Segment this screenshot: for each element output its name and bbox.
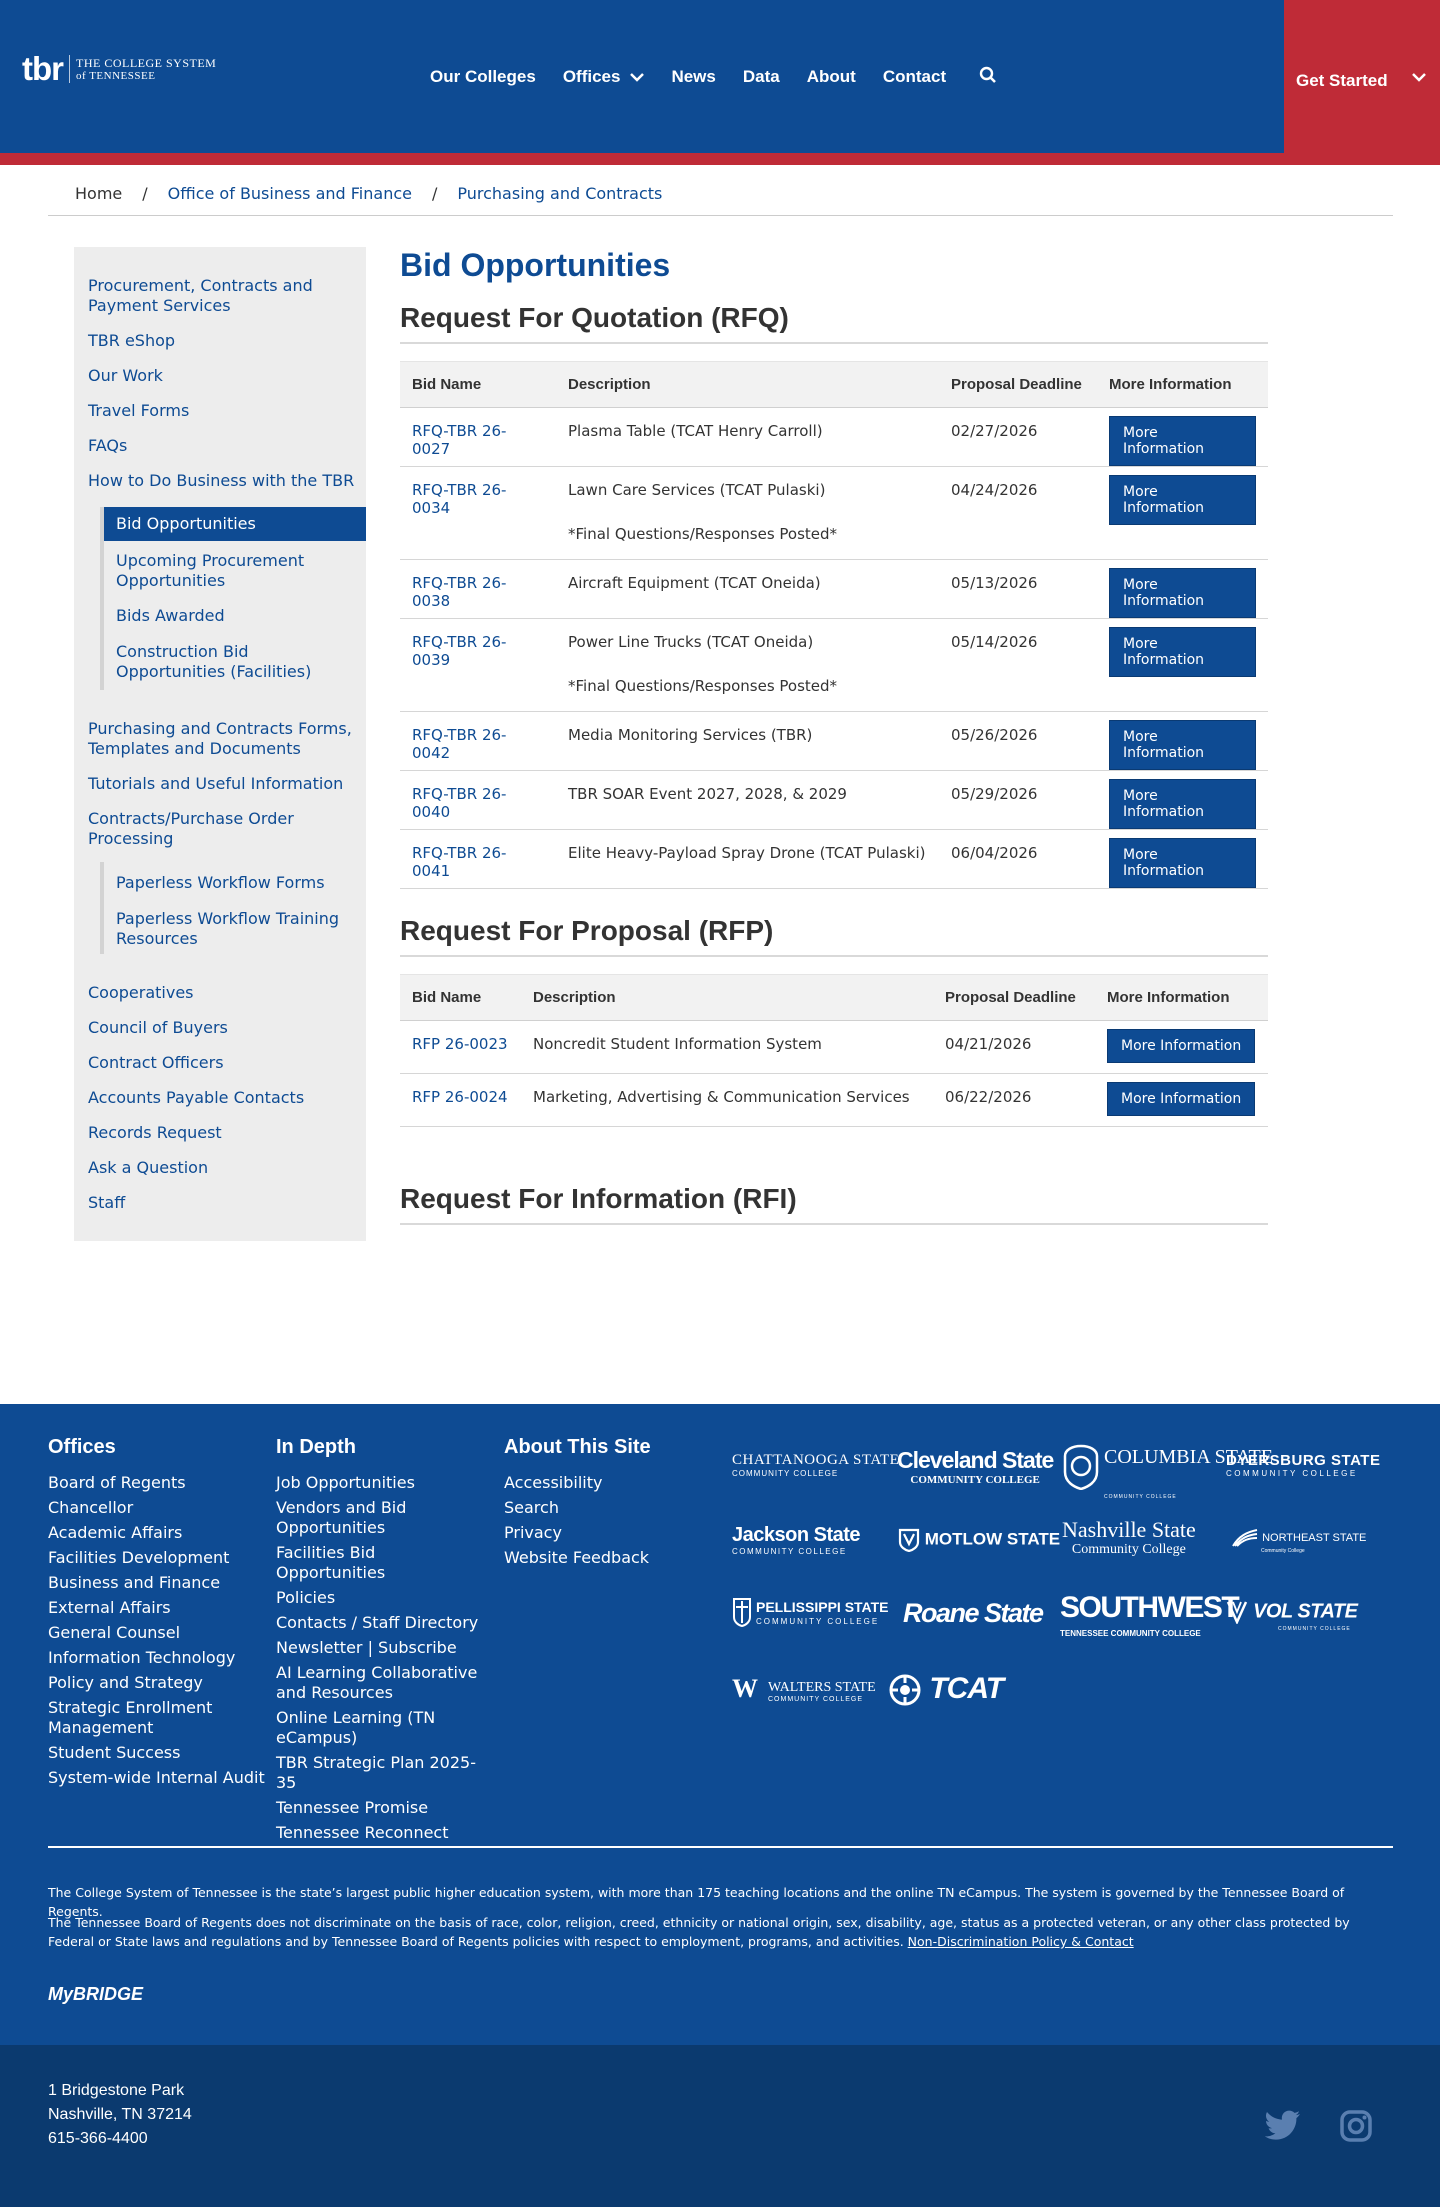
sidebar-item-contract-officers[interactable]: Contract Officers [88,1053,224,1072]
rfp-section-title: Request For Proposal (RFP) [400,915,774,946]
more-information-button[interactable]: More Information [1107,1029,1255,1063]
sidebar-item-construction-bids[interactable]: Construction Bid Opportunities (Facilities) [116,642,312,681]
footer-offices [48,1436,265,1793]
site-header [0,0,1440,165]
more-information-button[interactable]: More Information [1109,627,1256,677]
college-logo[interactable]: DYERSBURG STATE COMMUNITY COLLEGE [1226,1452,1381,1478]
table-row [400,560,1268,619]
sidebar-item-label: Bid Opportunities [116,514,256,533]
site-logo[interactable] [22,50,216,88]
bid-deadline: 05/13/2026 [951,574,1038,592]
pellissippi-shield-icon [732,1597,752,1627]
logo-line-2: of TENNESSEE [76,69,156,82]
twitter-icon[interactable] [1265,2110,1301,2144]
table-row [400,619,1268,712]
breadcrumb-home[interactable]: Home [75,184,123,203]
college-logo[interactable]: Jackson State COMMUNITY COLLEGE [732,1524,861,1556]
column-header: Description [568,376,651,393]
college-logo[interactable]: NORTHEAST STATE Community College [1231,1528,1366,1548]
sidebar-item-travel-forms[interactable]: Travel Forms [88,401,190,420]
footer-link[interactable]: Policies [276,1588,336,1607]
bid-deadline: 04/24/2026 [951,481,1038,499]
sidebar-item-records-request[interactable]: Records Request [88,1123,222,1142]
footer-link[interactable]: Vendors and Bid Opportunities [276,1498,407,1537]
non-discrimination-link[interactable]: Non-Discrimination Policy & Contact [907,1934,1134,1949]
sidebar-nav [74,247,366,1241]
breadcrumb-purchasing[interactable]: Purchasing and Contracts [457,184,663,203]
footer-link[interactable]: Chancellor [48,1498,134,1517]
sidebar-item-accounts-payable[interactable]: Accounts Payable Contacts [88,1088,305,1107]
bid-description: Aircraft Equipment (TCAT Oneida) [568,574,821,592]
bid-deadline: 05/26/2026 [951,726,1038,744]
footer-link[interactable]: Online Learning (TN eCampus) [276,1708,436,1747]
footer-link[interactable]: Contacts / Staff Directory [276,1613,479,1632]
instagram-icon[interactable] [1340,2110,1372,2146]
footer-heading: In Depth [276,1436,356,1458]
sidebar-item-faqs[interactable]: FAQs [88,436,128,455]
sidebar-item-staff[interactable]: Staff [88,1193,126,1212]
tcat-gear-icon [888,1673,922,1707]
table-header-row [400,975,1268,1021]
college-logo[interactable]: Roane State [903,1598,1043,1628]
footer-link[interactable]: Tennessee Promise [276,1798,429,1817]
table-header-row [400,362,1268,408]
bid-description: Power Line Trucks (TCAT Oneida) [568,633,814,651]
motlow-shield-icon [898,1528,920,1552]
college-logo[interactable]: Cleveland State COMMUNITY COLLEGE [897,1447,1054,1486]
sidebar-item-bid-opportunities[interactable] [104,507,366,541]
table-row [400,408,1268,467]
footer-link[interactable]: Policy and Strategy [48,1673,203,1692]
page-title: Bid Opportunities [400,247,671,283]
column-header: Bid Name [412,989,482,1006]
bid-name-link[interactable]: RFQ-TBR 26-0040 [412,785,507,821]
footer-about [504,1436,651,1573]
footer-link[interactable]: Information Technology [48,1648,236,1667]
search-icon[interactable] [979,66,997,88]
rfp-table [400,974,1268,1127]
column-header: Description [533,989,616,1006]
bid-description: Media Monitoring Services (TBR) [568,726,813,744]
bid-description: Plasma Table (TCAT Henry Carroll) [568,422,823,440]
college-logo[interactable]: TCAT [888,1672,1003,1707]
table-row [400,1074,1268,1127]
college-logo[interactable]: COLUMBIA STATE COMMUNITY COLLEGE [1062,1444,1100,1490]
footer-link[interactable]: Privacy [504,1523,562,1542]
bid-name-link[interactable]: RFP 26-0023 [412,1035,508,1053]
nav-data[interactable]: Data [742,67,780,86]
bid-deadline: 06/04/2026 [951,844,1038,862]
sidebar-item-procurement[interactable]: Procurement, Contracts and Payment Services [88,276,313,315]
more-information-button[interactable]: More Information [1107,1082,1255,1116]
rfq-section-title: Request For Quotation (RFQ) [400,302,789,333]
column-header: More Information [1109,376,1232,393]
logo-line-1: THE COLLEGE SYSTEM [76,55,217,70]
nav-our-colleges[interactable]: Our Colleges [430,67,536,86]
college-logo[interactable]: Nashville State Community College [1062,1517,1196,1557]
bid-name-link[interactable]: RFQ-TBR 26-0041 [412,844,507,880]
bid-deadline: 05/14/2026 [951,633,1038,651]
column-header: Proposal Deadline [951,376,1082,393]
college-logo[interactable]: W WALTERS STATE COMMUNITY COLLEGE [732,1674,876,1703]
sidebar-item-paperless-training[interactable]: Paperless Workflow Training Resources [116,909,340,948]
header-bar [0,0,1284,153]
section-divider [400,1223,1268,1225]
college-logo[interactable]: VOL STATE COMMUNITY COLLEGE [1226,1600,1357,1624]
vol-state-v-icon [1226,1600,1248,1624]
college-logo[interactable]: CHATTANOOGA STATE COMMUNITY COLLEGE [732,1452,900,1478]
footer-link[interactable]: Facilities Bid Opportunities [276,1543,386,1582]
bid-deadline: 02/27/2026 [951,422,1038,440]
get-started-button[interactable] [1284,0,1440,165]
nav-contact[interactable]: Contact [882,67,947,86]
bid-description: Marketing, Advertising & Communication Services [533,1088,910,1106]
footer-link[interactable]: Strategic Enrollment Management [48,1698,213,1737]
sidebar-item-ask-question[interactable]: Ask a Question [88,1158,209,1177]
sidebar-subnav [100,507,366,690]
column-header: More Information [1107,989,1230,1006]
rfi-section-title: Request For Information (RFI) [400,1183,797,1214]
sidebar-item-forms-templates[interactable]: Purchasing and Contracts Forms, Templates and Documents [88,719,352,758]
footer-link[interactable]: Tennessee Reconnect [276,1823,449,1842]
walters-w-icon: W [732,1674,758,1703]
footer-link[interactable]: Student Success [48,1743,181,1762]
nav-offices[interactable]: Offices [563,67,645,87]
sidebar-item-business-with-tbr[interactable]: How to Do Business with the TBR [88,471,355,490]
footer-link[interactable]: Facilities Development [48,1548,230,1567]
bid-description: TBR SOAR Event 2027, 2028, & 2029 [568,785,847,803]
footer-link[interactable]: Newsletter | Subscribe [276,1638,457,1657]
footer-link[interactable]: External Affairs [48,1598,171,1617]
mybridge-logo[interactable]: MyBRIDGE [48,1984,144,2004]
sidebar-item-our-work[interactable]: Our Work [88,366,163,385]
sidebar-item-cooperatives[interactable]: Cooperatives [88,983,194,1002]
bid-name-link[interactable]: RFQ-TBR 26-0039 [412,633,507,669]
nav-about[interactable]: About [806,67,856,86]
main-nav [430,66,997,88]
column-header: Bid Name [412,376,482,393]
bid-name-link[interactable]: RFP 26-0024 [412,1088,508,1106]
footer-link[interactable]: Job Opportunities [276,1473,415,1492]
sidebar-item-council-of-buyers[interactable]: Council of Buyers [88,1018,228,1037]
logo-mark: tbr [22,50,63,87]
northeast-wave-icon [1231,1528,1259,1548]
breadcrumb-separator: / [431,184,438,203]
bid-name-link[interactable]: RFQ-TBR 26-0027 [412,422,507,458]
address-line: Nashville, TN 37214 [48,2106,192,2123]
bid-description: Noncredit Student Information System [533,1035,822,1053]
footer-link[interactable]: System-wide Internal Audit [48,1768,265,1787]
footer-bottom-bar [0,2045,1440,2207]
college-logo[interactable]: SOUTHWEST TENNESSEE COMMUNITY COLLEGE [1060,1591,1239,1638]
college-logo[interactable]: PELLISSIPPI STATE COMMUNITY COLLEGE [732,1597,752,1627]
rfq-table [400,361,1268,889]
footer-in-depth [276,1436,486,1848]
footer-link[interactable]: Search [504,1498,559,1517]
header-accent-stripe [0,153,1440,165]
bid-description: Lawn Care Services (TCAT Pulaski) [568,481,826,499]
sidebar-item-tutorials[interactable]: Tutorials and Useful Information [88,774,344,793]
more-information-button[interactable]: More Information [1109,416,1256,466]
breadcrumb [75,184,662,203]
bid-name-link[interactable]: RFQ-TBR 26-0038 [412,574,507,610]
footer-link[interactable]: General Counsel [48,1623,181,1642]
footer-link[interactable]: AI Learning Collaborative and Resources [276,1663,478,1702]
table-row [400,712,1268,771]
section-divider [400,342,1268,344]
table-row [400,830,1268,889]
address-block [48,2079,192,2151]
breadcrumb-divider [48,215,1393,216]
column-header: Proposal Deadline [945,989,1076,1006]
get-started-label: Get Started [1296,71,1388,90]
section-divider [400,955,1268,957]
columbia-seal-icon [1062,1444,1100,1490]
bid-deadline: 04/21/2026 [945,1035,1032,1053]
more-information-button[interactable]: More Information [1109,720,1256,770]
footer-link[interactable]: Accessibility [504,1473,603,1492]
footer-link[interactable]: TBR Strategic Plan 2025-35 [276,1753,476,1792]
breadcrumb-business-finance[interactable]: Office of Business and Finance [167,184,412,203]
bid-note: *Final Questions/Responses Posted* [568,677,838,695]
footer-heading: About This Site [504,1436,651,1458]
college-logo[interactable]: MOTLOW STATE [898,1528,1060,1552]
nav-news[interactable]: News [671,67,716,86]
footer-divider [48,1846,1393,1848]
more-information-button[interactable]: More Information [1109,838,1256,888]
bid-name-link[interactable]: RFQ-TBR 26-0042 [412,726,507,762]
footer-nondiscrimination-text: The Tennessee Board of Regents does not discriminate on the basis of race, color, religion, creed, ethnicity or national origin, sex, disability, age, status as a protected veteran, or any other class protected by Federal or State laws and regulations and by Tennessee Board of Regents policies with respect to employment, programs, and activities. Non-Discrimination Policy & Contact [48,1915,1350,1949]
chevron-down-icon [630,73,644,82]
logo-divider [69,55,70,83]
bid-description: Elite Heavy-Payload Spray Drone (TCAT Pulaski) [568,844,926,862]
bid-deadline: 05/29/2026 [951,785,1038,803]
bid-name-link[interactable]: RFQ-TBR 26-0034 [412,481,507,517]
chevron-down-icon [1412,73,1426,82]
footer-link[interactable]: Business and Finance [48,1573,221,1592]
footer-link[interactable]: Academic Affairs [48,1523,183,1542]
sidebar-item-eshop[interactable]: TBR eShop [88,331,176,350]
more-information-button[interactable]: More Information [1109,568,1256,618]
table-row [400,1021,1268,1074]
sidebar-item-bids-awarded[interactable]: Bids Awarded [116,606,225,625]
sidebar-item-upcoming[interactable]: Upcoming Procurement Opportunities [116,551,305,590]
sidebar-subnav [100,862,366,954]
footer-about-text: The College System of Tennessee is the state’s largest public higher education system, with more than 175 teaching locations and the online TN eCampus. The system is governed by the Tennessee Board of Regents. [48,1885,1345,1919]
site-footer [0,1404,1440,2045]
footer-heading: Offices [48,1436,116,1458]
more-information-button[interactable]: More Information [1109,779,1256,829]
sidebar-item-paperless-forms[interactable]: Paperless Workflow Forms [116,873,325,892]
sidebar-item-contracts-processing[interactable]: Contracts/Purchase Order Processing [88,809,294,848]
address-line: 1 Bridgestone Park [48,2082,185,2099]
bid-deadline: 06/22/2026 [945,1088,1032,1106]
table-row [400,467,1268,560]
footer-link[interactable]: Website Feedback [504,1548,650,1567]
footer-link[interactable]: Board of Regents [48,1473,186,1492]
more-information-button[interactable]: More Information [1109,475,1256,525]
table-row [400,771,1268,830]
phone-number[interactable]: 615-366-4400 [48,2130,148,2147]
logo-text [76,57,216,82]
bid-note: *Final Questions/Responses Posted* [568,525,838,543]
breadcrumb-separator: / [142,184,148,203]
